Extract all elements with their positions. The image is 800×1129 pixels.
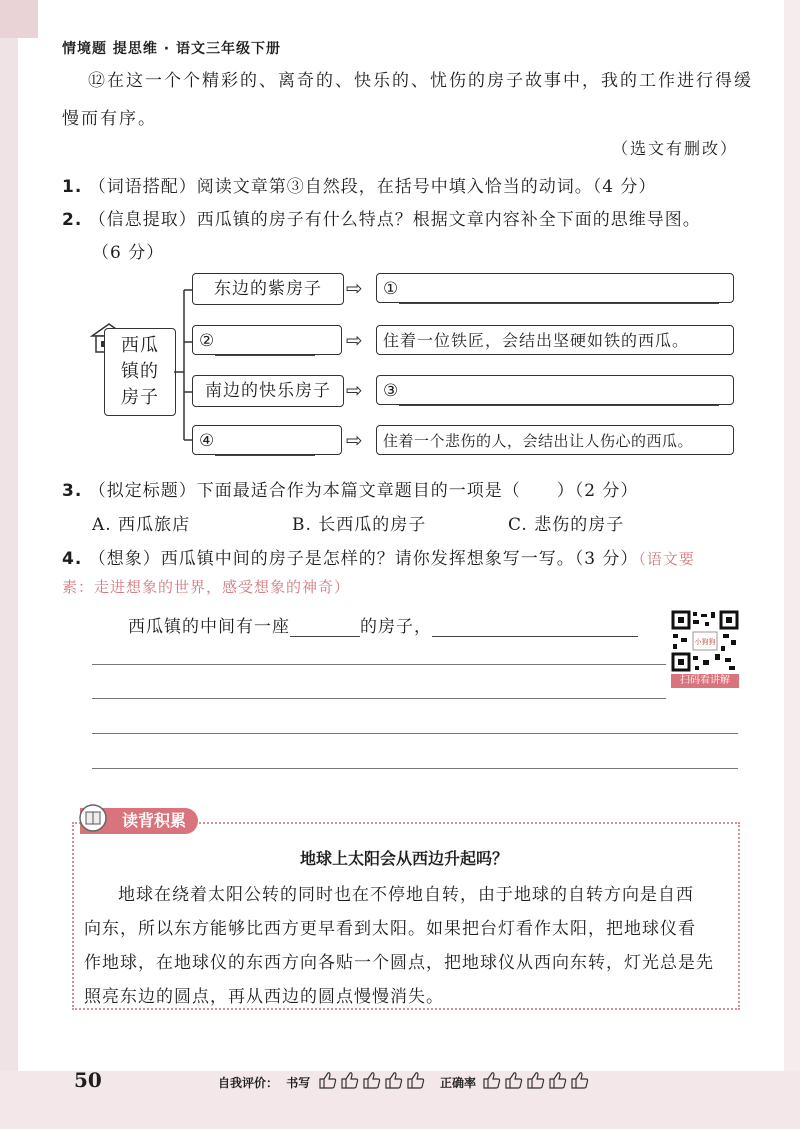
question-2 — [62, 205, 701, 230]
reading-line-3: 作地球，在地球仪的东西方向各贴一个圆点，把地球仪从西向东转，灯光总是先 — [84, 953, 714, 973]
question-3-tag: （拟定标题） — [88, 481, 197, 501]
right-margin-band — [784, 0, 800, 1129]
mindmap-row-1-left: 东边的紫房子 — [192, 273, 344, 305]
self-evaluation — [218, 1074, 310, 1091]
question-1-text: 阅读文章第③自然段，在括号中填入恰当的动词。（4 分） — [196, 177, 657, 197]
thumbs-up-icon — [482, 1070, 590, 1090]
passage-line-1: ⑫在这一个个精彩的、离奇的、快乐的、忧伤的房子故事中，我的工作进行得缓 — [88, 71, 753, 91]
reading-line-4: 照亮东边的圆点，再从西边的圆点慢慢消失。 — [84, 987, 444, 1007]
page-header: 情境题 提思维 · 语文三年级下册 — [62, 41, 281, 57]
question-4-number: 4. — [62, 549, 83, 569]
reading-tag: 读背积累 — [80, 808, 198, 834]
question-2-text: 西瓜镇的房子有什么特点？根据文章内容补全下面的思维导图。 — [196, 210, 701, 230]
question-4-prompt — [128, 612, 638, 637]
question-1 — [62, 172, 656, 197]
writing-label: 书写 — [286, 1076, 311, 1090]
reading-line-2: 向东，所以东方能够比西方更早看到太阳。如果把台灯看作太阳，把地球仪看 — [84, 919, 696, 939]
question-3-option-a[interactable]: A. 西瓜旅店 — [92, 515, 191, 535]
question-3 — [62, 476, 638, 501]
question-3-option-c[interactable]: C. 悲伤的房子 — [508, 515, 625, 535]
question-4-prompt-b: 的房子， — [360, 617, 432, 637]
mindmap-center-line-2: 镇的 — [121, 361, 159, 382]
accuracy-label: 正确率 — [440, 1076, 477, 1090]
right-arrow-icon: ⇨ — [346, 328, 363, 352]
mindmap-row-3-right — [376, 375, 734, 405]
mindmap-center-line-1: 西瓜 — [121, 335, 159, 356]
mindmap-center-line-3: 房子 — [121, 387, 159, 408]
question-3-text: 下面最适合作为本篇文章题目的一项是（ ）（2 分） — [196, 481, 639, 501]
question-3-number: 3. — [62, 481, 83, 501]
answer-blank-1[interactable] — [399, 285, 719, 304]
corner-decoration — [0, 0, 38, 38]
qr-center-text: 小狗狗 — [694, 638, 716, 646]
mindmap-row-1-right — [376, 273, 734, 303]
mindmap-row-4-left — [192, 425, 342, 455]
passage-note: （选文有删改） — [612, 139, 739, 158]
qr-label: 扫码看讲解 — [671, 674, 739, 688]
answer-blank-2[interactable] — [215, 337, 315, 356]
answer-blank-3[interactable] — [399, 387, 719, 406]
thumbs-up-icon — [318, 1070, 426, 1090]
mindmap-branch-lines — [174, 282, 194, 450]
question-2-score: （6 分） — [92, 243, 165, 263]
answer-blank-5[interactable] — [290, 618, 360, 637]
mindmap-row-3-number: ③ — [383, 381, 400, 401]
question-4-text: 西瓜镇中间的房子是怎样的？请你发挥想象写一写。（3 分） — [160, 549, 639, 569]
writing-line-2[interactable] — [92, 698, 666, 699]
writing-line-3[interactable] — [92, 733, 738, 734]
accuracy-rating[interactable] — [482, 1070, 590, 1094]
qr-code-icon — [671, 610, 739, 672]
mindmap-row-3-left: 南边的快乐房子 — [192, 375, 344, 407]
mindmap-row-2-right: 住着一位铁匠，会结出坚硬如铁的西瓜。 — [376, 325, 734, 355]
question-4-note-1: （语文要 — [638, 550, 695, 568]
right-arrow-icon: ⇨ — [346, 276, 363, 300]
reading-line-1: 地球在绕着太阳公转的同时也在不停地自转，由于地球的自转方向是自西 — [118, 885, 694, 905]
question-4-note-2: 素：走进想象的世界，感受想象的神奇） — [62, 578, 351, 596]
right-arrow-icon: ⇨ — [346, 378, 363, 402]
qr-code[interactable] — [671, 610, 739, 688]
question-4-prompt-a: 西瓜镇的中间有一座 — [128, 617, 290, 637]
question-2-number: 2. — [62, 210, 83, 230]
writing-line-1[interactable] — [92, 664, 666, 665]
mindmap-row-4-number: ④ — [199, 431, 216, 451]
writing-rating[interactable] — [318, 1070, 426, 1094]
question-2-tag: （信息提取） — [88, 210, 197, 230]
mindmap-row-1-number: ① — [383, 279, 400, 299]
answer-blank-6[interactable] — [432, 618, 638, 637]
question-1-number: 1. — [62, 177, 83, 197]
self-evaluation-label: 自我评价： — [218, 1076, 279, 1090]
reading-title: 地球上太阳会从西边升起吗？ — [299, 849, 508, 868]
question-4 — [62, 544, 695, 569]
question-3-option-b[interactable]: B. 长西瓜的房子 — [292, 515, 427, 535]
writing-line-4[interactable] — [92, 768, 738, 769]
passage-line-2: 慢而有序。 — [62, 109, 157, 129]
right-arrow-icon: ⇨ — [346, 428, 363, 452]
question-1-tag: （词语搭配） — [88, 177, 197, 197]
left-margin-band — [0, 0, 18, 1129]
mindmap-row-2-number: ② — [199, 331, 216, 351]
mindmap-center-box — [104, 328, 176, 416]
question-4-tag: （想象） — [88, 549, 161, 569]
answer-blank-4[interactable] — [215, 437, 315, 456]
mindmap-row-2-left — [192, 325, 342, 355]
reading-badge-icon — [78, 803, 108, 833]
page-number: 50 — [74, 1068, 102, 1092]
mindmap-row-4-right: 住着一个悲伤的人，会结出让人伤心的西瓜。 — [376, 425, 734, 455]
